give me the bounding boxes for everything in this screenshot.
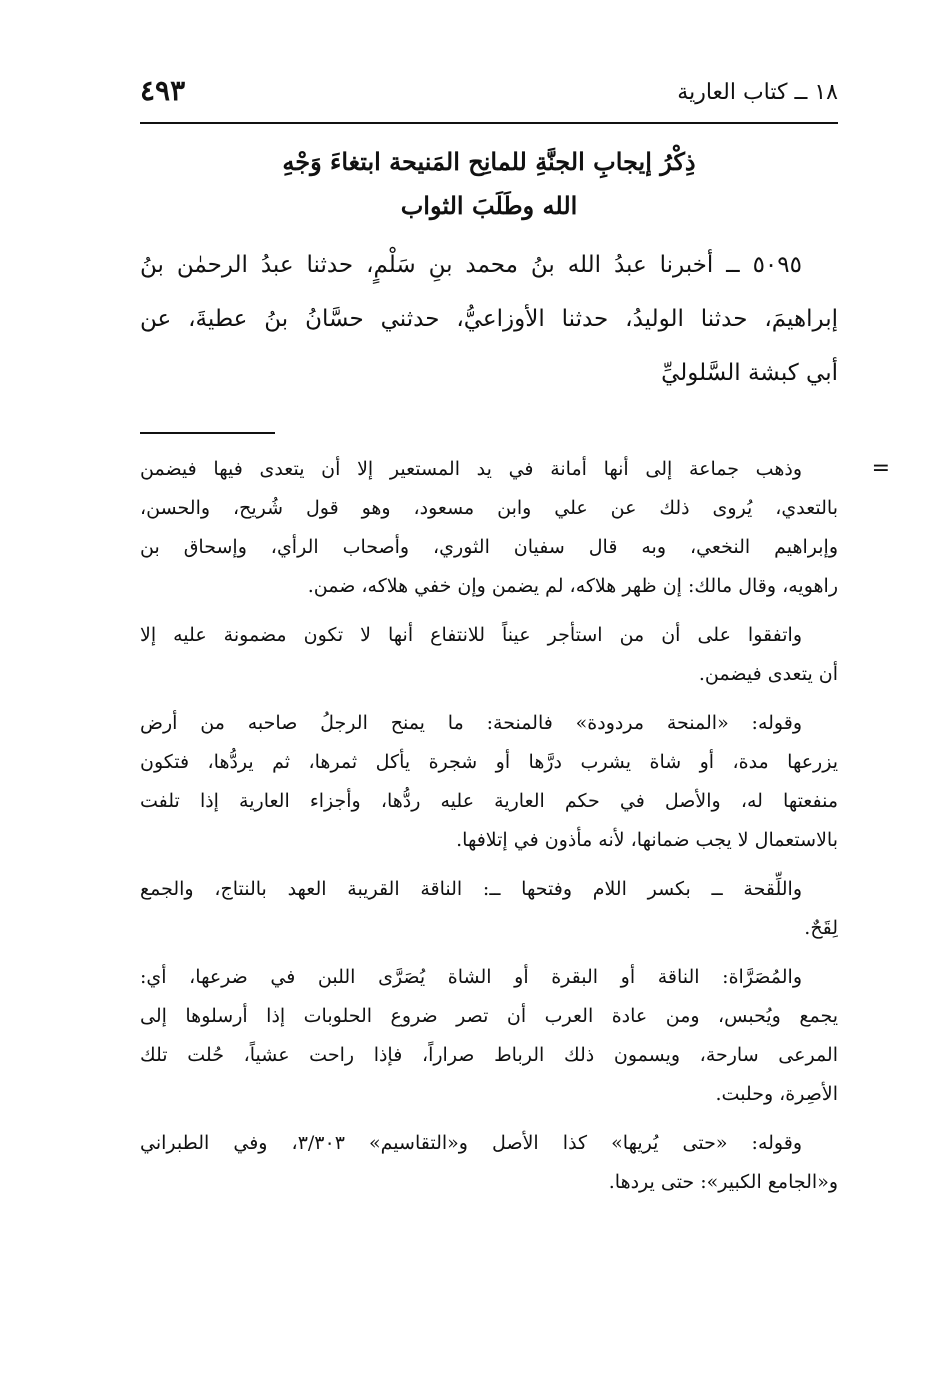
note-paragraph — [140, 870, 838, 948]
note-line: منفعتها له، والأصل في حكم العارية عليه ردُّها، وأجزاء العارية إذا تلفت — [140, 790, 838, 812]
section-heading-line-2: الله وطَلَبَ الثواب — [400, 191, 578, 220]
note-paragraph — [140, 1124, 838, 1202]
note-line: واللِّقحة ــ بكسر اللام وفتحها ــ: الناقة القريبة العهد بالنتاج، والجمع — [140, 878, 802, 900]
note-paragraph — [140, 616, 838, 694]
note-line: لِقَحٌ. — [804, 917, 838, 939]
note-line: المرعى سارحة، ويسمون ذلك الرباط صراراً، فإذا راحت عشياً، حُلت تلك — [140, 1044, 838, 1066]
section-heading-line-1: ذِكْرُ إيجابِ الجنَّةِ للمانِح المَنيحة ابتغاءَ وَجْهِ — [282, 147, 696, 176]
note-paragraph — [140, 450, 838, 606]
note-line: الأصِرة، وحلبت. — [715, 1083, 838, 1105]
footnote-continuation-marker: = — [871, 456, 890, 481]
note-line: يزرعها مدة، أو شاة يشرب درَّها أو شجرة يأكل ثمرها، ثم يردُّها، فتكون — [140, 751, 838, 773]
hadith-line-3: أبي كبشة السَّلوليِّ — [661, 360, 838, 386]
note-line: بالاستعمال لا يجب ضمانها، لأنه مأذون في إتلافها. — [456, 829, 838, 851]
header-rule — [140, 122, 838, 124]
footnote-separator — [140, 432, 275, 434]
running-title: ١٨ ــ كتاب العارية — [677, 80, 838, 105]
note-paragraph — [140, 704, 838, 860]
note-line: و«الجامع الكبير»: حتى يردها. — [608, 1171, 838, 1193]
hadith-line-1: ٥٠٩٥ ــ أخبرنا عبدُ الله بنُ محمد بنِ سَلْمٍ، حدثنا عبدُ الرحمٰن بنُ — [140, 252, 802, 278]
note-line: وإبراهيم النخعي، وبه قال سفيان الثوري، وأصحاب الرأي، وإسحاق بن — [140, 536, 838, 558]
section-heading — [140, 140, 838, 228]
note-line: والمُصَرَّاة: الناقة أو البقرة أو الشاة يُصَرَّى اللبن في ضرعها، أي: — [140, 966, 802, 988]
note-line: وقوله: «حتى يُريها» كذا الأصل و«التقاسيم» ٣/٣٠٣، وفي الطبراني — [140, 1132, 802, 1154]
footnotes — [140, 450, 838, 1212]
page-number: ٤٩٣ — [140, 74, 186, 107]
note-line: أن يتعدى فيضمن. — [698, 663, 838, 685]
note-line: وذهب جماعة إلى أنها أمانة في يد المستعير إلا أن يتعدى فيها فيضمن — [140, 458, 802, 480]
note-paragraph — [140, 958, 838, 1114]
note-line: بالتعدي، يُروى ذلك عن علي وابن مسعود، وهو قول شُريح، والحسن، — [140, 497, 838, 519]
note-line: يجمع ويُحبس، ومن عادة العرب أن تصر ضروع الحلوبات إذا أرسلوها إلى — [140, 1005, 838, 1027]
hadith-text — [140, 238, 838, 400]
note-line: وقوله: «المنحة مردودة» فالمنحة: ما يمنح الرجلُ صاحبه من أرض — [140, 712, 802, 734]
note-line: راهويه، وقال مالك: إن ظهر هلاكه، لم يضمن وإن خفي هلاكه، ضمن. — [307, 575, 838, 597]
page-header — [140, 74, 838, 118]
hadith-line-2: إبراهيمَ، حدثنا الوليدُ، حدثنا الأوزاعيُّ، حدثني حسَّانُ بنُ عطيةَ، عن — [140, 306, 838, 332]
note-line: واتفقوا على أن من استأجر عيناً للانتفاع أنها لا تكون مضمونة عليه إلا — [140, 624, 802, 646]
